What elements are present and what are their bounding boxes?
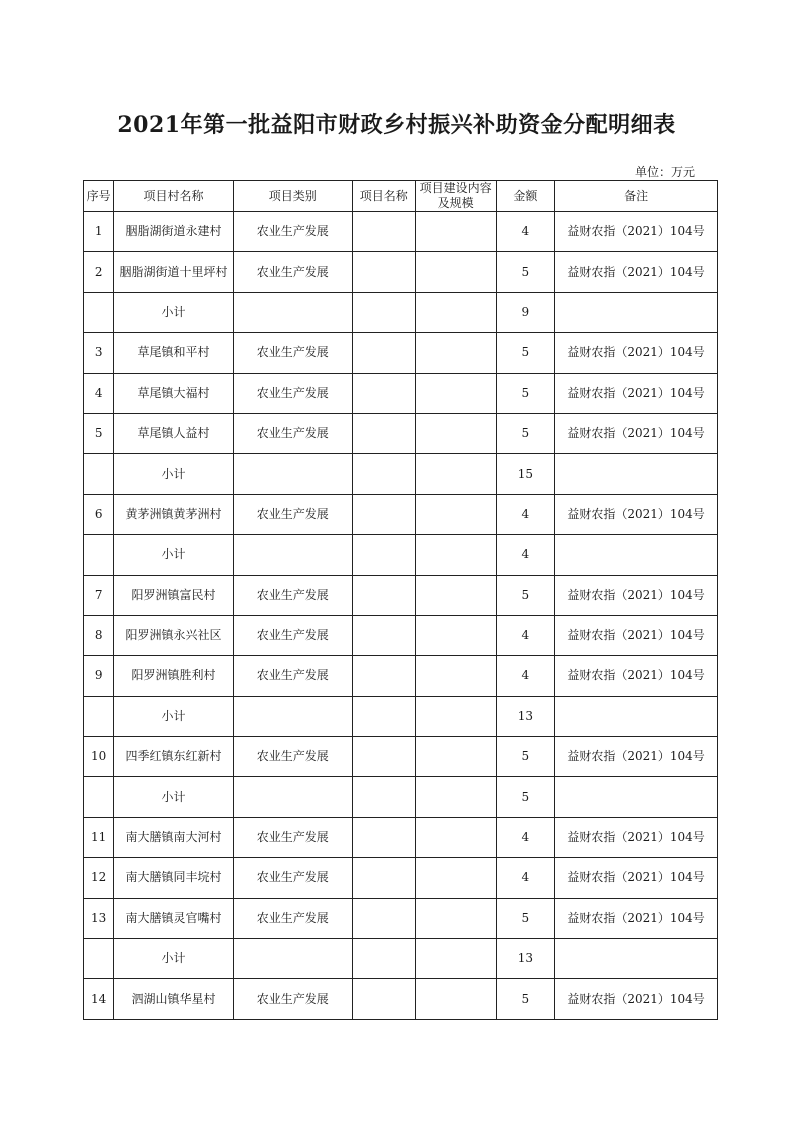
cell-village: 阳罗洲镇永兴社区	[114, 615, 233, 655]
cell-village: 胭脂湖街道十里坪村	[114, 252, 233, 292]
cell-seq: 13	[84, 898, 114, 938]
cell-seq: 12	[84, 858, 114, 898]
cell-village: 南大膳镇南大河村	[114, 817, 233, 857]
cell-village: 泗湖山镇华星村	[114, 979, 233, 1019]
cell-seq: 1	[84, 212, 114, 252]
cell-scale	[415, 494, 496, 534]
unit-label: 单位：万元	[634, 165, 695, 179]
cell-village: 胭脂湖街道永建村	[114, 212, 233, 252]
cell-name	[352, 454, 415, 494]
cell-scale	[415, 212, 496, 252]
cell-type: 农业生产发展	[233, 252, 352, 292]
cell-name	[352, 858, 415, 898]
cell-note: 益财农指（2021）104号	[555, 252, 718, 292]
cell-village: 四季红镇东红新村	[114, 737, 233, 777]
header-name: 项目名称	[352, 181, 415, 212]
cell-seq: 5	[84, 413, 114, 453]
table-row	[84, 737, 718, 777]
cell-village: 草尾镇和平村	[114, 333, 233, 373]
header-seq: 序号	[84, 181, 114, 212]
cell-name	[352, 656, 415, 696]
header-row	[84, 181, 718, 212]
cell-name	[352, 333, 415, 373]
cell-village: 南大膳镇同丰垸村	[114, 858, 233, 898]
cell-seq: 8	[84, 615, 114, 655]
cell-note: 益财农指（2021）104号	[555, 898, 718, 938]
cell-note	[555, 292, 718, 332]
cell-note	[555, 939, 718, 979]
cell-seq	[84, 292, 114, 332]
cell-seq	[84, 454, 114, 494]
header-type: 项目类别	[233, 181, 352, 212]
table-row	[84, 575, 718, 615]
cell-type	[233, 535, 352, 575]
cell-village: 草尾镇人益村	[114, 413, 233, 453]
cell-amount: 5	[496, 979, 555, 1019]
cell-name	[352, 939, 415, 979]
cell-name	[352, 575, 415, 615]
cell-seq: 6	[84, 494, 114, 534]
cell-name	[352, 292, 415, 332]
cell-type: 农业生产发展	[233, 817, 352, 857]
cell-village: 阳罗洲镇胜利村	[114, 656, 233, 696]
table-row	[84, 656, 718, 696]
cell-note: 益财农指（2021）104号	[555, 979, 718, 1019]
cell-amount: 5	[496, 898, 555, 938]
cell-scale	[415, 656, 496, 696]
cell-amount: 9	[496, 292, 555, 332]
cell-type	[233, 939, 352, 979]
cell-amount: 13	[496, 939, 555, 979]
table-row	[84, 413, 718, 453]
cell-seq: 9	[84, 656, 114, 696]
cell-amount: 5	[496, 413, 555, 453]
subtotal-row	[84, 696, 718, 736]
table-row	[84, 212, 718, 252]
cell-name	[352, 979, 415, 1019]
cell-seq: 10	[84, 737, 114, 777]
cell-type: 农业生产发展	[233, 858, 352, 898]
cell-seq: 4	[84, 373, 114, 413]
cell-scale	[415, 898, 496, 938]
cell-note: 益财农指（2021）104号	[555, 494, 718, 534]
cell-seq	[84, 696, 114, 736]
cell-amount: 4	[496, 858, 555, 898]
cell-scale	[415, 777, 496, 817]
cell-scale	[415, 252, 496, 292]
cell-seq	[84, 939, 114, 979]
cell-note: 益财农指（2021）104号	[555, 817, 718, 857]
cell-amount: 4	[496, 656, 555, 696]
table-header	[84, 181, 718, 212]
table-row	[84, 817, 718, 857]
cell-scale	[415, 696, 496, 736]
cell-note: 益财农指（2021）104号	[555, 212, 718, 252]
header-village: 项目村名称	[114, 181, 233, 212]
cell-scale	[415, 817, 496, 857]
table-row	[84, 494, 718, 534]
cell-name	[352, 737, 415, 777]
cell-name	[352, 535, 415, 575]
cell-type: 农业生产发展	[233, 333, 352, 373]
cell-name	[352, 615, 415, 655]
cell-seq: 2	[84, 252, 114, 292]
subtotal-row	[84, 454, 718, 494]
cell-scale	[415, 292, 496, 332]
cell-note: 益财农指（2021）104号	[555, 737, 718, 777]
header-amount: 金额	[496, 181, 555, 212]
cell-seq: 3	[84, 333, 114, 373]
cell-note: 益财农指（2021）104号	[555, 656, 718, 696]
cell-amount: 4	[496, 615, 555, 655]
cell-seq: 11	[84, 817, 114, 857]
cell-village: 南大膳镇灵官嘴村	[114, 898, 233, 938]
header-scale: 项目建设内容及规模	[415, 181, 496, 212]
cell-village: 小计	[114, 777, 233, 817]
cell-name	[352, 777, 415, 817]
table-body	[84, 212, 718, 1020]
cell-amount: 15	[496, 454, 555, 494]
cell-scale	[415, 454, 496, 494]
table-row	[84, 979, 718, 1019]
cell-name	[352, 252, 415, 292]
cell-village: 阳罗洲镇富民村	[114, 575, 233, 615]
subtotal-row	[84, 777, 718, 817]
table-row	[84, 615, 718, 655]
cell-scale	[415, 535, 496, 575]
cell-amount: 4	[496, 535, 555, 575]
cell-amount: 4	[496, 212, 555, 252]
cell-scale	[415, 615, 496, 655]
cell-amount: 5	[496, 777, 555, 817]
cell-scale	[415, 373, 496, 413]
cell-village: 小计	[114, 939, 233, 979]
cell-name	[352, 817, 415, 857]
cell-seq: 7	[84, 575, 114, 615]
cell-name	[352, 696, 415, 736]
cell-name	[352, 898, 415, 938]
cell-note: 益财农指（2021）104号	[555, 858, 718, 898]
cell-type: 农业生产发展	[233, 615, 352, 655]
cell-scale	[415, 737, 496, 777]
cell-amount: 5	[496, 333, 555, 373]
cell-scale	[415, 979, 496, 1019]
cell-village: 黄茅洲镇黄茅洲村	[114, 494, 233, 534]
cell-scale	[415, 333, 496, 373]
cell-amount: 4	[496, 817, 555, 857]
cell-scale	[415, 575, 496, 615]
cell-type: 农业生产发展	[233, 737, 352, 777]
cell-name	[352, 373, 415, 413]
cell-note: 益财农指（2021）104号	[555, 615, 718, 655]
cell-village: 草尾镇大福村	[114, 373, 233, 413]
header-note: 备注	[555, 181, 718, 212]
cell-amount: 5	[496, 737, 555, 777]
cell-type: 农业生产发展	[233, 575, 352, 615]
page-title: 2021年第一批益阳市财政乡村振兴补助资金分配明细表	[117, 112, 676, 138]
cell-note: 益财农指（2021）104号	[555, 373, 718, 413]
cell-type	[233, 292, 352, 332]
cell-note	[555, 777, 718, 817]
cell-type: 农业生产发展	[233, 212, 352, 252]
cell-name	[352, 413, 415, 453]
cell-seq: 14	[84, 979, 114, 1019]
cell-type	[233, 454, 352, 494]
cell-type	[233, 696, 352, 736]
cell-note	[555, 696, 718, 736]
cell-type: 农业生产发展	[233, 494, 352, 534]
cell-amount: 5	[496, 373, 555, 413]
cell-note	[555, 454, 718, 494]
cell-type	[233, 777, 352, 817]
cell-type: 农业生产发展	[233, 373, 352, 413]
cell-type: 农业生产发展	[233, 656, 352, 696]
allocation-table	[83, 180, 718, 1020]
cell-amount: 13	[496, 696, 555, 736]
cell-village: 小计	[114, 696, 233, 736]
cell-village: 小计	[114, 292, 233, 332]
table-row	[84, 373, 718, 413]
cell-type: 农业生产发展	[233, 979, 352, 1019]
cell-amount: 5	[496, 252, 555, 292]
cell-scale	[415, 939, 496, 979]
cell-amount: 4	[496, 494, 555, 534]
cell-note	[555, 535, 718, 575]
cell-amount: 5	[496, 575, 555, 615]
table-row	[84, 858, 718, 898]
cell-type: 农业生产发展	[233, 898, 352, 938]
cell-scale	[415, 413, 496, 453]
table-row	[84, 898, 718, 938]
cell-note: 益财农指（2021）104号	[555, 413, 718, 453]
cell-seq	[84, 777, 114, 817]
subtotal-row	[84, 535, 718, 575]
cell-type: 农业生产发展	[233, 413, 352, 453]
subtotal-row	[84, 939, 718, 979]
subtotal-row	[84, 292, 718, 332]
cell-village: 小计	[114, 454, 233, 494]
cell-note: 益财农指（2021）104号	[555, 333, 718, 373]
table-row	[84, 333, 718, 373]
table-row	[84, 252, 718, 292]
cell-name	[352, 494, 415, 534]
cell-seq	[84, 535, 114, 575]
cell-scale	[415, 858, 496, 898]
cell-village: 小计	[114, 535, 233, 575]
cell-note: 益财农指（2021）104号	[555, 575, 718, 615]
cell-name	[352, 212, 415, 252]
